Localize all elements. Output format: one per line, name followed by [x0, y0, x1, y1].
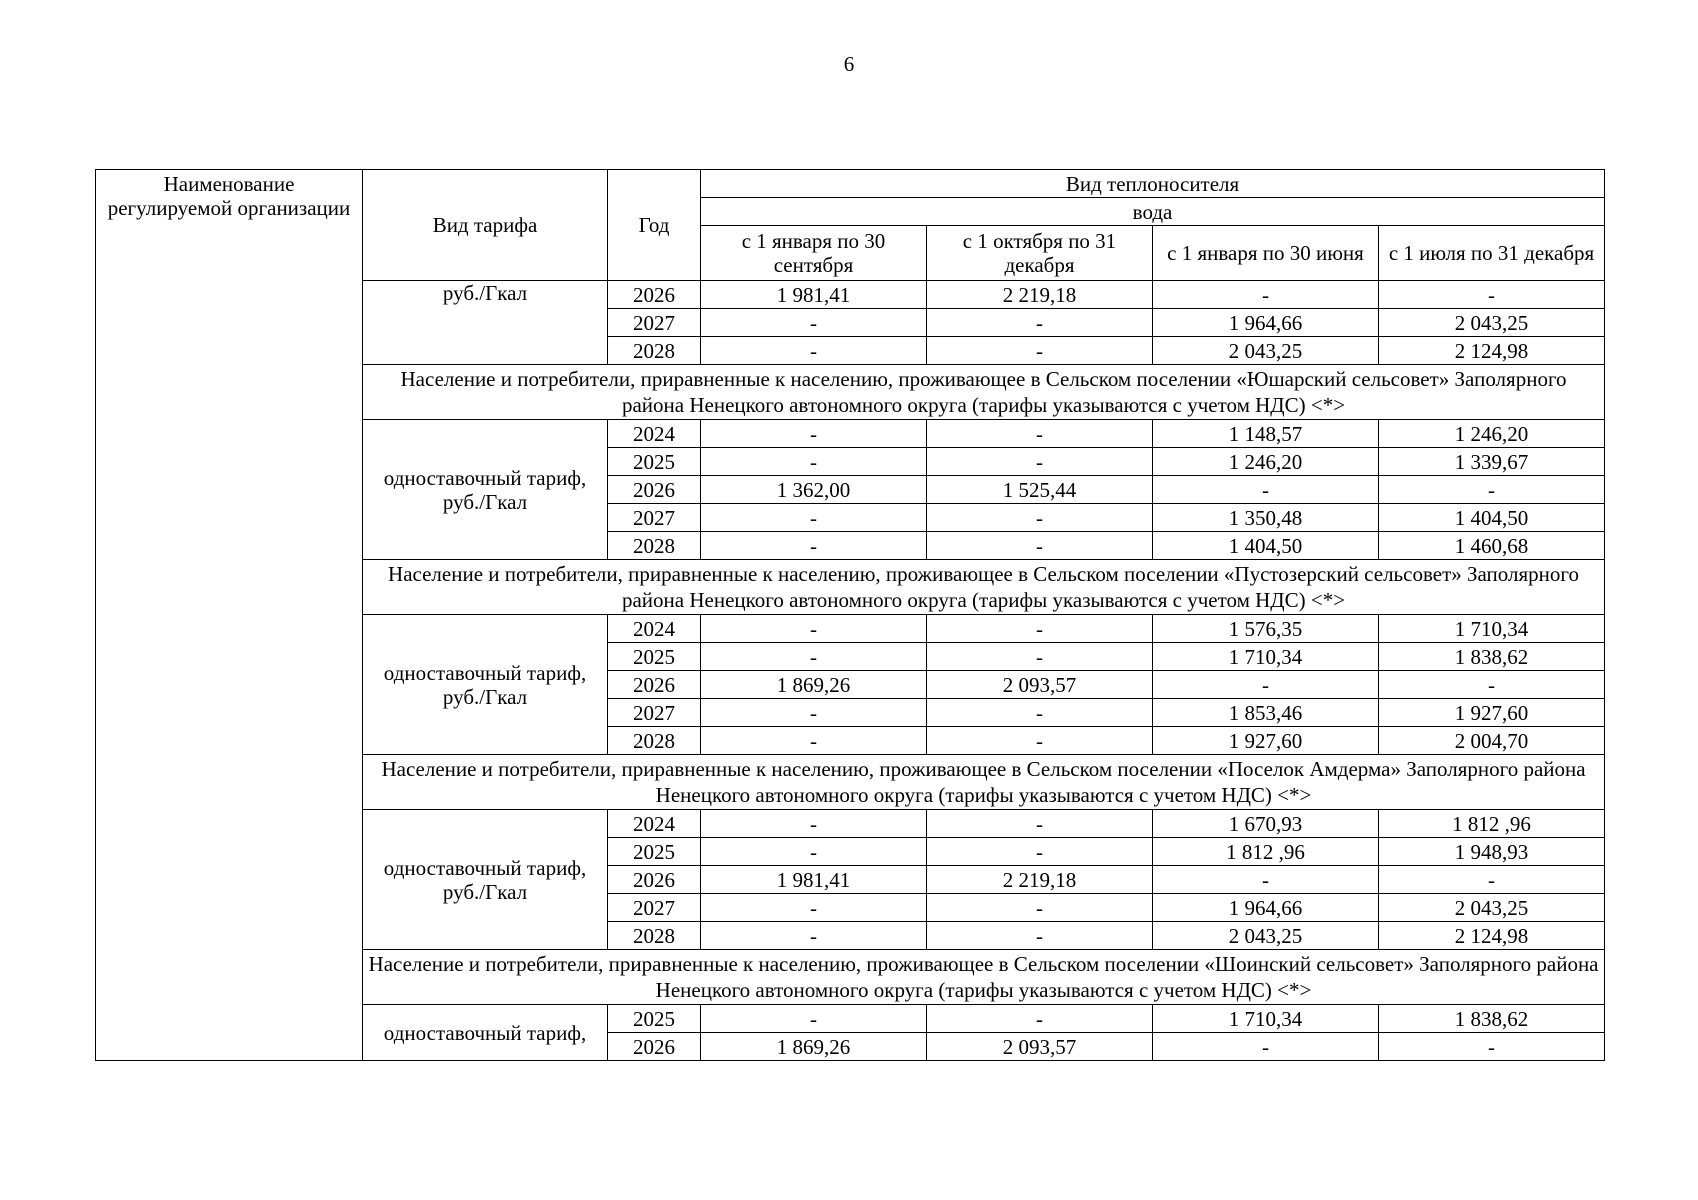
tariff-value: 1 812 ,96 [1379, 810, 1605, 838]
year-cell: 2026 [608, 281, 701, 309]
tariff-value: - [701, 727, 927, 755]
tariff-value: - [927, 337, 1153, 365]
section-title: Население и потребители, приравненные к населению, проживающее в Сельском поселении «Поселок Амдерма» Заполярного района Ненецкого автономного округа (тарифы указываются с учетом НДС) <*> [363, 755, 1605, 810]
year-cell: 2028 [608, 727, 701, 755]
tariff-value: 2 043,25 [1379, 309, 1605, 337]
tariff-value: 1 981,41 [701, 281, 927, 309]
tariff-value: - [701, 643, 927, 671]
tariff-value: 1 148,57 [1153, 420, 1379, 448]
tariff-value: - [701, 337, 927, 365]
tariff-value: 1 460,68 [1379, 532, 1605, 560]
tariff-value: 1 869,26 [701, 1033, 927, 1061]
year-cell: 2027 [608, 894, 701, 922]
year-cell: 2027 [608, 309, 701, 337]
tariff-value: 1 869,26 [701, 671, 927, 699]
tariff-value: - [701, 504, 927, 532]
year-cell: 2026 [608, 671, 701, 699]
tariff-value: 1 710,34 [1379, 615, 1605, 643]
period-header: с 1 января по 30 сентября [701, 226, 927, 281]
tariff-value: - [1379, 671, 1605, 699]
tariff-value: 1 525,44 [927, 476, 1153, 504]
org-header: Наименование регулируемой организации [96, 170, 363, 1061]
tariff-value: - [927, 504, 1153, 532]
tariff-value: 1 812 ,96 [1153, 838, 1379, 866]
tariff-value: 1 339,67 [1379, 448, 1605, 476]
tariff-value: - [927, 922, 1153, 950]
tariff-value: 1 350,48 [1153, 504, 1379, 532]
period-header: с 1 октября по 31 декабря [927, 226, 1153, 281]
year-cell: 2025 [608, 838, 701, 866]
tariff-value: 1 981,41 [701, 866, 927, 894]
tariff-table [95, 169, 1605, 1061]
tariff-type-label: одноставочный тариф, руб./Гкал [363, 420, 608, 560]
tariff-value: 2 004,70 [1379, 727, 1605, 755]
tariff-value: - [701, 615, 927, 643]
tariff-value: - [927, 448, 1153, 476]
tariff-value: 2 124,98 [1379, 337, 1605, 365]
year-cell: 2025 [608, 1005, 701, 1033]
tariff-value: - [1153, 866, 1379, 894]
tariff-type-label: руб./Гкал [363, 281, 608, 365]
tariff-value: 1 838,62 [1379, 643, 1605, 671]
tariff-type-label: одноставочный тариф, [363, 1005, 608, 1061]
tariff-value: 2 043,25 [1153, 337, 1379, 365]
section-title: Население и потребители, приравненные к населению, проживающее в Сельском поселении «Шоинский сельсовет» Заполярного района Ненецкого автономного округа (тарифы указываются с учетом НДС) <*> [363, 950, 1605, 1005]
tariff-value: - [701, 420, 927, 448]
tariff-value: - [1153, 1033, 1379, 1061]
tariff-value: 1 927,60 [1379, 699, 1605, 727]
tariff-value: - [1153, 476, 1379, 504]
tariff-value: 1 404,50 [1153, 532, 1379, 560]
tariff-value: 2 219,18 [927, 866, 1153, 894]
year-cell: 2024 [608, 810, 701, 838]
tariff-value: - [927, 615, 1153, 643]
tariff-value: - [927, 894, 1153, 922]
tariff-value: - [701, 532, 927, 560]
tariff-value: 1 964,66 [1153, 894, 1379, 922]
tariff-type-header: Вид тарифа [363, 170, 608, 281]
tariff-table-body [96, 170, 1605, 1061]
tariff-value: - [927, 810, 1153, 838]
year-cell: 2024 [608, 420, 701, 448]
tariff-value: 1 964,66 [1153, 309, 1379, 337]
tariff-value: 1 404,50 [1379, 504, 1605, 532]
tariff-value: - [927, 699, 1153, 727]
section-title: Население и потребители, приравненные к населению, проживающее в Сельском поселении «Пустозерский сельсовет» Заполярного района Ненецкого автономного округа (тарифы указываются с учетом НДС) <*> [363, 560, 1605, 615]
tariff-value: 1 948,93 [1379, 838, 1605, 866]
tariff-value: - [927, 838, 1153, 866]
section-title: Население и потребители, приравненные к населению, проживающее в Сельском поселении «Юшарский сельсовет» Заполярного района Ненецкого автономного округа (тарифы указываются с учетом НДС) <*> [363, 365, 1605, 420]
tariff-value: - [927, 420, 1153, 448]
tariff-value: - [701, 838, 927, 866]
tariff-value: - [701, 922, 927, 950]
tariff-value: 1 710,34 [1153, 643, 1379, 671]
period-header: с 1 июля по 31 декабря [1379, 226, 1605, 281]
tariff-value: - [701, 699, 927, 727]
period-header: с 1 января по 30 июня [1153, 226, 1379, 281]
tariff-value: 1 838,62 [1379, 1005, 1605, 1033]
tariff-value: - [1379, 866, 1605, 894]
tariff-value: 1 246,20 [1379, 420, 1605, 448]
tariff-value: 2 124,98 [1379, 922, 1605, 950]
tariff-value: - [1153, 281, 1379, 309]
header-row-1 [96, 170, 1605, 198]
carrier-header: вода [701, 198, 1605, 226]
tariff-type-label: одноставочный тариф, руб./Гкал [363, 615, 608, 755]
year-cell: 2026 [608, 866, 701, 894]
year-header: Год [608, 170, 701, 281]
tariff-value: - [701, 810, 927, 838]
tariff-value: 2 043,25 [1153, 922, 1379, 950]
carrier-type-header: Вид теплоносителя [701, 170, 1605, 198]
year-cell: 2028 [608, 922, 701, 950]
tariff-value: - [927, 532, 1153, 560]
tariff-value: 1 853,46 [1153, 699, 1379, 727]
tariff-value: 2 219,18 [927, 281, 1153, 309]
tariff-value: 1 927,60 [1153, 727, 1379, 755]
year-cell: 2024 [608, 615, 701, 643]
tariff-value: - [701, 448, 927, 476]
tariff-value: - [927, 1005, 1153, 1033]
tariff-value: 1 710,34 [1153, 1005, 1379, 1033]
tariff-value: 2 093,57 [927, 1033, 1153, 1061]
tariff-value: 1 670,93 [1153, 810, 1379, 838]
tariff-value: 2 043,25 [1379, 894, 1605, 922]
tariff-type-label: одноставочный тариф, руб./Гкал [363, 810, 608, 950]
year-cell: 2028 [608, 337, 701, 365]
tariff-value: - [701, 894, 927, 922]
year-cell: 2027 [608, 699, 701, 727]
tariff-value: - [927, 643, 1153, 671]
tariff-value: 1 576,35 [1153, 615, 1379, 643]
year-cell: 2028 [608, 532, 701, 560]
year-cell: 2027 [608, 504, 701, 532]
year-cell: 2025 [608, 643, 701, 671]
tariff-value: - [927, 727, 1153, 755]
year-cell: 2026 [608, 476, 701, 504]
year-cell: 2026 [608, 1033, 701, 1061]
year-cell: 2025 [608, 448, 701, 476]
page-number: 6 [843, 52, 855, 76]
tariff-value: - [1379, 476, 1605, 504]
tariff-value: - [701, 1005, 927, 1033]
tariff-value: 1 246,20 [1153, 448, 1379, 476]
tariff-value: - [1379, 281, 1605, 309]
tariff-value: - [927, 309, 1153, 337]
tariff-value: - [1153, 671, 1379, 699]
tariff-value: - [1379, 1033, 1605, 1061]
tariff-value: 1 362,00 [701, 476, 927, 504]
tariff-value: 2 093,57 [927, 671, 1153, 699]
tariff-value: - [701, 309, 927, 337]
